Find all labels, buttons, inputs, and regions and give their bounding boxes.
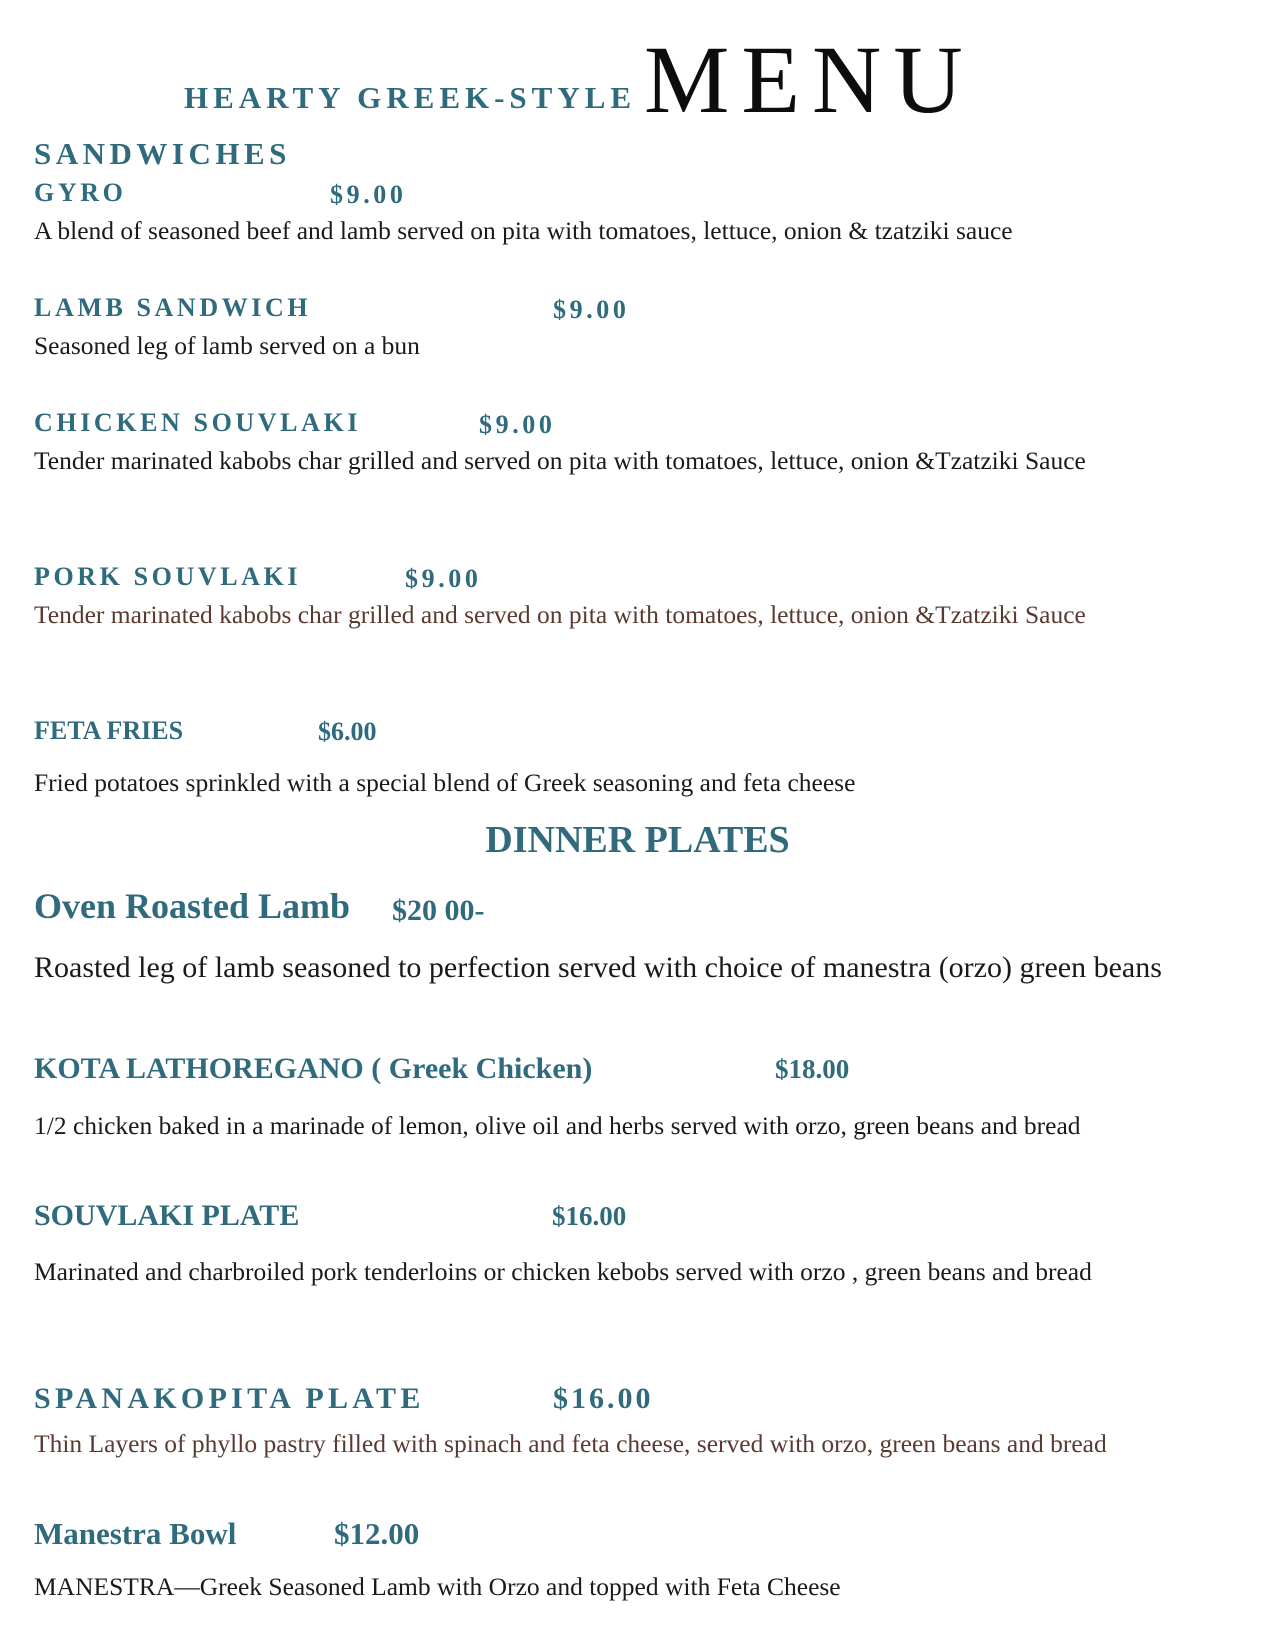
item-price-souvlaki-plate: $16.00 (552, 1201, 627, 1231)
item-name-pork-souvlaki: PORK SOUVLAKI (34, 562, 302, 591)
item-desc-kota-lathoregano: 1/2 chicken baked in a marinade of lemon, olive oil and herbs served with orzo, green beans and bread (34, 1111, 1081, 1140)
item-name-oven-roasted-lamb: Oven Roasted Lamb (34, 886, 351, 926)
item-price-kota-lathoregano: $18.00 (775, 1054, 850, 1084)
menu-subtitle: HEARTY GREEK-STYLE (184, 80, 637, 115)
item-name-kota-lathoregano: KOTA LATHOREGANO ( Greek Chicken) (34, 1052, 593, 1085)
item-price-gyro: $9.00 (330, 180, 407, 209)
item-desc-souvlaki-plate: Marinated and charbroiled pork tenderloins or chicken kebobs served with orzo , green beans and bread (34, 1257, 1092, 1286)
item-price-pork-souvlaki: $9.00 (405, 564, 482, 593)
item-name-manestra-bowl: Manestra Bowl (34, 1516, 237, 1551)
item-price-feta-fries: $6.00 (318, 717, 377, 746)
item-name-spanakopita-plate: SPANAKOPITA PLATE (34, 1382, 425, 1415)
item-name-lamb-sandwich: LAMB SANDWICH (34, 293, 312, 322)
item-price-oven-roasted-lamb: $20 00- (392, 894, 485, 927)
item-name-chicken-souvlaki: CHICKEN SOUVLAKI (34, 408, 362, 437)
section-heading-dinner-plates: DINNER PLATES (485, 819, 790, 861)
item-desc-oven-roasted-lamb: Roasted leg of lamb seasoned to perfection served with choice of manestra (orzo) green beans (34, 951, 1162, 984)
item-name-feta-fries: FETA FRIES (34, 716, 184, 745)
item-desc-chicken-souvlaki: Tender marinated kabobs char grilled and served on pita with tomatoes, lettuce, onion &Tzatziki Sauce (34, 446, 1086, 475)
section-heading-sandwiches: SANDWICHES (34, 136, 291, 171)
item-desc-gyro: A blend of seasoned beef and lamb served on pita with tomatoes, lettuce, onion & tzatziki sauce (34, 216, 1013, 245)
item-price-manestra-bowl: $12.00 (334, 1516, 420, 1551)
item-price-lamb-sandwich: $9.00 (553, 295, 630, 324)
item-price-spanakopita-plate: $16.00 (553, 1382, 654, 1415)
item-desc-manestra-bowl: MANESTRA—Greek Seasoned Lamb with Orzo and topped with Feta Cheese (34, 1572, 841, 1601)
item-name-gyro: GYRO (34, 178, 127, 207)
item-desc-spanakopita-plate: Thin Layers of phyllo pastry filled with spinach and feta cheese, served with orzo, green beans and bread (34, 1429, 1107, 1458)
item-desc-pork-souvlaki: Tender marinated kabobs char grilled and served on pita with tomatoes, lettuce, onion &Tzatziki Sauce (34, 600, 1086, 629)
item-desc-lamb-sandwich: Seasoned leg of lamb served on a bun (34, 331, 420, 360)
item-desc-feta-fries: Fried potatoes sprinkled with a special blend of Greek seasoning and feta cheese (34, 768, 856, 797)
menu-title: MENU (644, 26, 975, 133)
item-price-chicken-souvlaki: $9.00 (479, 410, 556, 439)
item-name-souvlaki-plate: SOUVLAKI PLATE (34, 1199, 300, 1232)
